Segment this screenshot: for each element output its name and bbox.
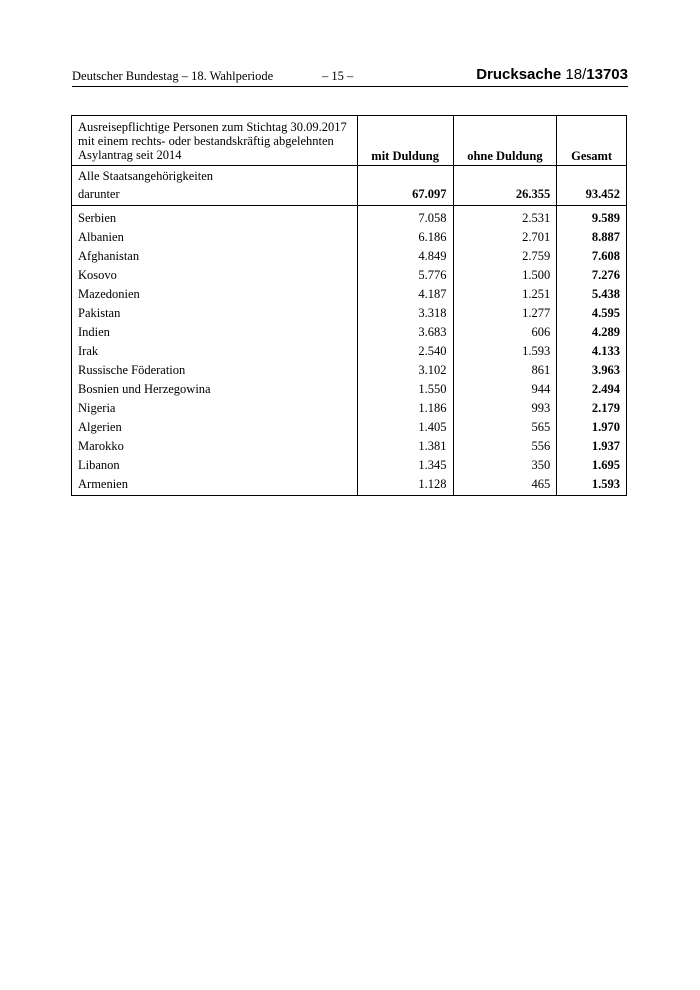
table-row (72, 361, 627, 380)
document-number-prefix: 18/ (565, 66, 587, 83)
country-cell: Albanien (72, 228, 358, 247)
gesamt-cell: 2.179 (557, 399, 627, 418)
country-cell: Marokko (72, 437, 358, 456)
ohne-duldung-cell: 556 (453, 437, 557, 456)
table-row (72, 399, 627, 418)
ohne-duldung-cell: 993 (453, 399, 557, 418)
total-row (72, 166, 627, 206)
gesamt-cell: 1.970 (557, 418, 627, 437)
gesamt-cell: 7.276 (557, 266, 627, 285)
ohne-duldung-cell: 465 (453, 475, 557, 496)
country-cell: Nigeria (72, 399, 358, 418)
page-header (72, 66, 628, 86)
header-rule (72, 86, 628, 87)
table-row (72, 266, 627, 285)
total-mit-duldung: 67.097 (357, 166, 453, 206)
mit-duldung-cell: 1.550 (357, 380, 453, 399)
statistics-table (71, 115, 627, 496)
column-header-ohne-duldung: ohne Duldung (453, 116, 557, 166)
ohne-duldung-cell: 2.531 (453, 206, 557, 229)
table-row (72, 206, 627, 229)
table-row (72, 380, 627, 399)
ohne-duldung-cell: 2.701 (453, 228, 557, 247)
mit-duldung-cell: 2.540 (357, 342, 453, 361)
mit-duldung-cell: 3.102 (357, 361, 453, 380)
table-row (72, 342, 627, 361)
country-cell: Algerien (72, 418, 358, 437)
country-cell: Libanon (72, 456, 358, 475)
mit-duldung-cell: 6.186 (357, 228, 453, 247)
ohne-duldung-cell: 944 (453, 380, 557, 399)
total-label (72, 166, 358, 206)
country-cell: Kosovo (72, 266, 358, 285)
mit-duldung-cell: 1.381 (357, 437, 453, 456)
total-label-line: darunter (78, 187, 120, 201)
total-ohne-duldung: 26.355 (453, 166, 557, 206)
ohne-duldung-cell: 565 (453, 418, 557, 437)
country-cell: Mazedonien (72, 285, 358, 304)
gesamt-cell: 7.608 (557, 247, 627, 266)
mit-duldung-cell: 3.683 (357, 323, 453, 342)
ohne-duldung-cell: 1.251 (453, 285, 557, 304)
country-cell: Armenien (72, 475, 358, 496)
country-rows (72, 206, 627, 496)
gesamt-cell: 2.494 (557, 380, 627, 399)
mit-duldung-cell: 5.776 (357, 266, 453, 285)
table-row (72, 323, 627, 342)
header-publication: Deutscher Bundestag – 18. Wahlperiode (72, 69, 274, 83)
mit-duldung-cell: 7.058 (357, 206, 453, 229)
table-row (72, 285, 627, 304)
table-title-line: Asylantrag seit 2014 (78, 148, 182, 162)
country-cell: Irak (72, 342, 358, 361)
table-row (72, 437, 627, 456)
mit-duldung-cell: 4.849 (357, 247, 453, 266)
table-row (72, 456, 627, 475)
gesamt-cell: 5.438 (557, 285, 627, 304)
country-cell: Pakistan (72, 304, 358, 323)
table-row (72, 228, 627, 247)
table-title-line: Ausreisepflichtige Personen zum Stichtag 30.09.2017 (78, 120, 347, 134)
mit-duldung-cell: 1.405 (357, 418, 453, 437)
table-row (72, 475, 627, 496)
ohne-duldung-cell: 1.277 (453, 304, 557, 323)
table-row (72, 304, 627, 323)
gesamt-cell: 4.595 (557, 304, 627, 323)
table-header-row (72, 116, 627, 166)
country-cell: Bosnien und Herzegowina (72, 380, 358, 399)
country-cell: Serbien (72, 206, 358, 229)
document-label: Drucksache (476, 66, 562, 83)
table-title-line: mit einem rechts- oder bestandskräftig abgelehnten (78, 134, 334, 148)
gesamt-cell: 8.887 (557, 228, 627, 247)
country-cell: Russische Föderation (72, 361, 358, 380)
mit-duldung-cell: 1.128 (357, 475, 453, 496)
mit-duldung-cell: 3.318 (357, 304, 453, 323)
gesamt-cell: 4.289 (557, 323, 627, 342)
country-cell: Indien (72, 323, 358, 342)
total-label-line: Alle Staatsangehörigkeiten (78, 169, 214, 183)
document-number (476, 66, 628, 83)
column-header-mit-duldung: mit Duldung (357, 116, 453, 166)
country-cell: Afghanistan (72, 247, 358, 266)
gesamt-cell: 1.937 (557, 437, 627, 456)
table-row (72, 418, 627, 437)
ohne-duldung-cell: 2.759 (453, 247, 557, 266)
ohne-duldung-cell: 606 (453, 323, 557, 342)
table-title (72, 116, 358, 166)
gesamt-cell: 3.963 (557, 361, 627, 380)
ohne-duldung-cell: 350 (453, 456, 557, 475)
gesamt-cell: 4.133 (557, 342, 627, 361)
total-gesamt: 93.452 (557, 166, 627, 206)
gesamt-cell: 1.695 (557, 456, 627, 475)
mit-duldung-cell: 4.187 (357, 285, 453, 304)
ohne-duldung-cell: 1.500 (453, 266, 557, 285)
table-row (72, 247, 627, 266)
column-header-gesamt: Gesamt (557, 116, 627, 166)
ohne-duldung-cell: 1.593 (453, 342, 557, 361)
document-number-value: 13703 (586, 66, 628, 83)
gesamt-cell: 9.589 (557, 206, 627, 229)
mit-duldung-cell: 1.345 (357, 456, 453, 475)
gesamt-cell: 1.593 (557, 475, 627, 496)
mit-duldung-cell: 1.186 (357, 399, 453, 418)
ohne-duldung-cell: 861 (453, 361, 557, 380)
page-number: – 15 – (322, 69, 354, 83)
